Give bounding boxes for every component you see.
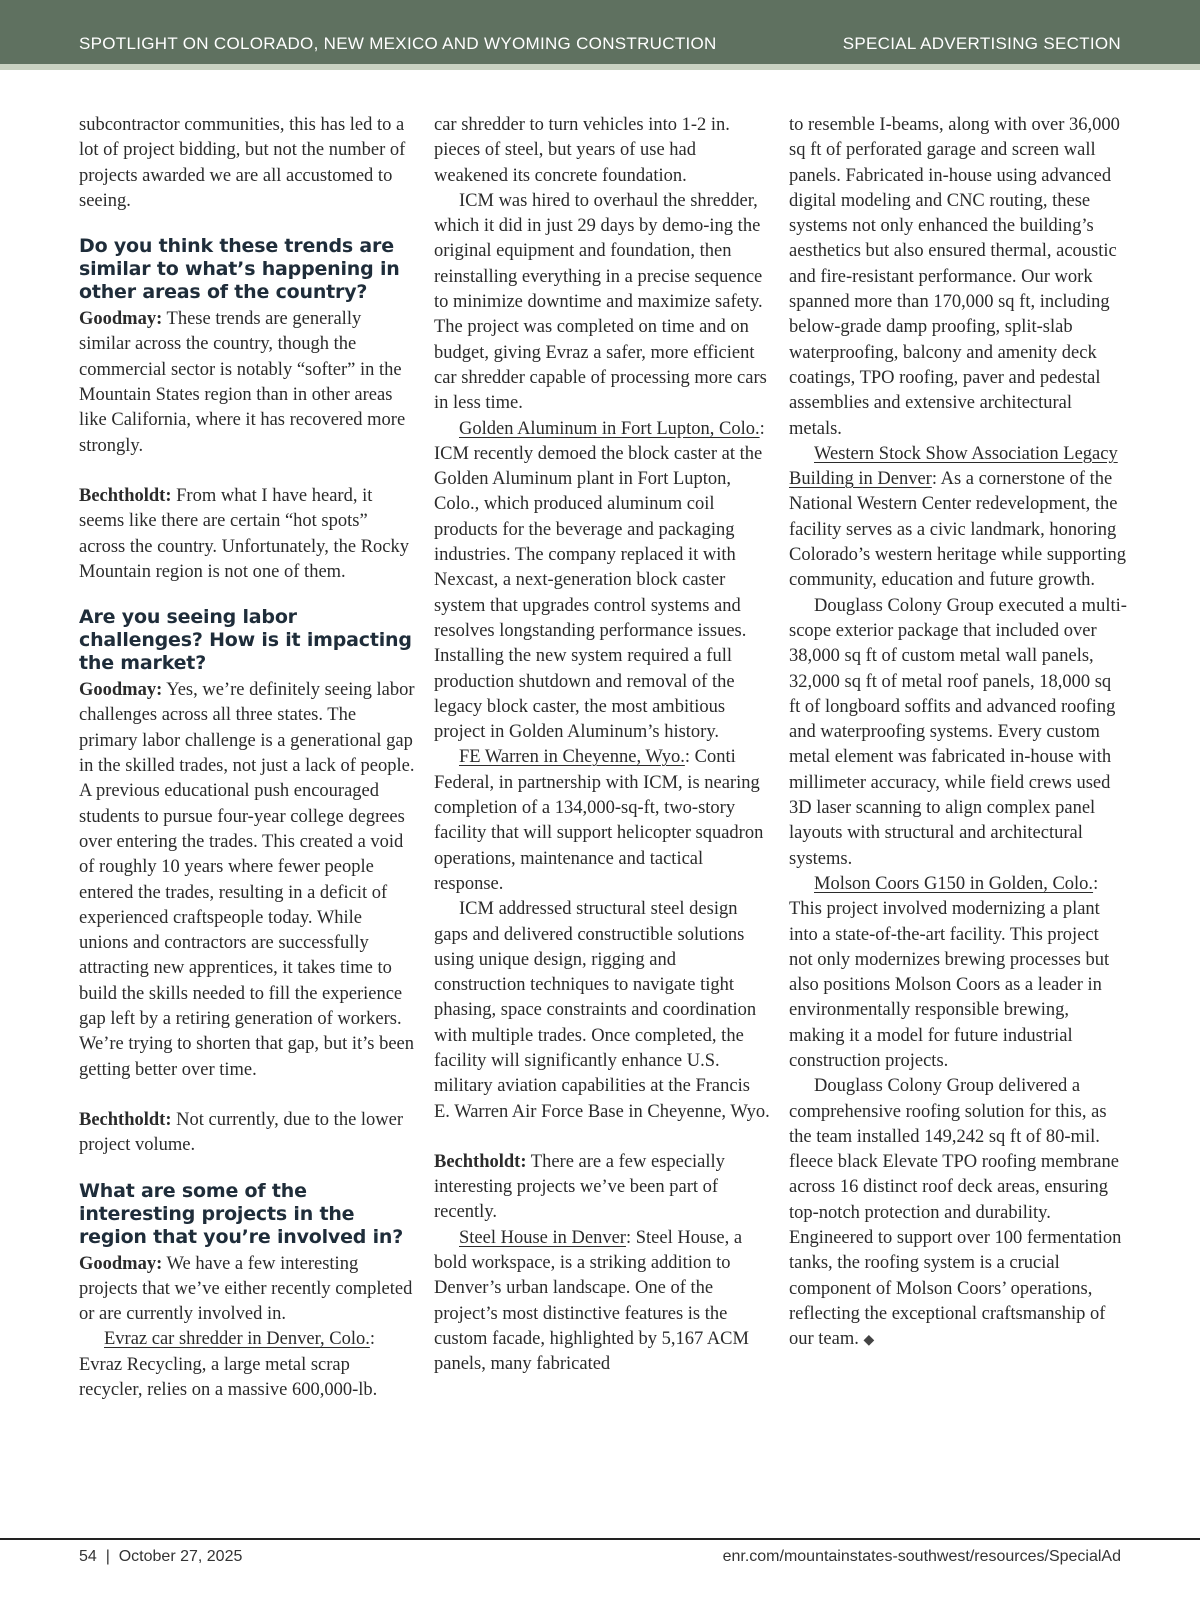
footer-separator: |	[105, 1548, 110, 1565]
speaker-label: Bechtholdt:	[434, 1151, 527, 1172]
project-title: Golden Aluminum in Fort Lupton, Colo.	[459, 418, 760, 439]
project-text: : ICM recently demoed the block caster at the Golden Aluminum plant in Fort Lupton, Colo., which produced aluminum coil products for the beverage and packaging industries. The company replaced it with Nexcast, a next-generation block caster system that upgrades control systems and resolves longstanding performance issues. Installing the new system required a full production shutdown and removal of the legacy block caster, the most ambitious project in Golden Aluminum’s history.	[434, 418, 765, 743]
paragraph	[434, 417, 770, 746]
paragraph: subcontractor communities, this has led to a lot of project bidding, but not the number of projects awarded we are all accustomed to seeing.	[79, 115, 406, 211]
project-title: FE Warren in Cheyenne, Wyo.	[459, 747, 685, 768]
paragraph	[434, 745, 770, 897]
paragraph	[79, 307, 415, 459]
speaker-label: Goodmay:	[79, 309, 163, 330]
answer-text: We have a few interesting projects that we’ve either recently completed or are currently involved in.	[79, 1253, 413, 1325]
paragraph: ICM addressed structural steel design gaps and delivered constructible solutions using unique design, rigging and construction techniques to navigate tight phasing, space constraints and coordination with multiple trades. Once completed, the facility will significantly enhance U.S. military aviation capabilities at the Francis E. Warren Air Force Base in Cheyenne, Wyo.	[434, 899, 770, 1122]
article-column-3	[789, 113, 1127, 1354]
answer-text: Not currently, due to the lower project volume.	[79, 1109, 404, 1156]
issue-date: October 27, 2025	[118, 1548, 243, 1565]
question-heading: What are some of the interesting projects in the region that you’re involved in?	[79, 1179, 404, 1248]
project-text: : Conti Federal, in partnership with ICM, is nearing completion of a 134,000-sq-ft, two-story facility that will support helicopter squadron operations, maintenance and tactical response.	[434, 747, 764, 894]
speaker-label: Goodmay:	[79, 1253, 163, 1274]
project-title: Western Stock Show Association Legacy Building in Denver	[789, 443, 1118, 490]
end-mark-icon: ◆	[863, 1333, 875, 1349]
footer-page-info	[79, 1548, 242, 1566]
answer-text: There are a few especially interesting projects we’ve been part of recently.	[434, 1151, 725, 1223]
header-divider	[0, 64, 1200, 70]
footer-divider	[0, 1538, 1200, 1540]
speaker-label: Bechtholdt:	[79, 485, 172, 506]
section-header-bar	[0, 0, 1200, 64]
project-text: Douglass Colony Group delivered a comprehensive roofing solution for this, as the team installed 149,242 sq ft of 80-mil. fleece black Elevate TPO roofing membrane across 16 distinct roof deck areas, ensuring top-notch protection and durability. Engineered to support over 100 fermentation tanks, the roofing system is a crucial component of Molson Coors’ operations, reflecting the exceptional craftsmanship of our team.	[789, 1076, 1122, 1350]
paragraph: to resemble I-beams, along with over 36,000 sq ft of perforated garage and screen wall panels. Fabricated in-house using advanced digital modeling and CNC routing, these systems not only enhanced the building’s aesthetics but also ensured thermal, acoustic and fire-resistant performance. Our work spanned more than 170,000 sq ft, including below-grade damp proofing, split-slab waterproofing, balcony and amenity deck coatings, TPO roofing, paver and pedestal assemblies and extensive architectural metals.	[789, 115, 1120, 439]
paragraph	[434, 1150, 770, 1226]
question-heading: Are you seeing labor challenges? How is it impacting the market?	[79, 606, 412, 675]
project-title: Evraz car shredder in Denver, Colo.	[104, 1329, 370, 1350]
answer-text: These trends are generally similar across the country, though the commercial sector is notably “softer” in the Mountain States region than in other areas like California, where it has recovered more strongly.	[79, 309, 406, 456]
project-title: Steel House in Denver	[459, 1227, 626, 1248]
paragraph	[79, 678, 415, 1083]
speaker-label: Bechtholdt:	[79, 1109, 172, 1130]
project-text: : Evraz Recycling, a large metal scrap recycler, relies on a massive 600,000-lb.	[79, 1329, 378, 1400]
project-title: Molson Coors G150 in Golden, Colo.	[814, 873, 1094, 894]
answer-text: From what I have heard, it seems like there are certain “hot spots” across the country. Unfortunately, the Rocky Mountain region is not one of them.	[79, 485, 409, 582]
paragraph	[79, 484, 415, 585]
paragraph	[789, 442, 1127, 594]
paragraph: Douglass Colony Group executed a multi-scope exterior package that included over 38,000 sq ft of custom metal wall panels, 32,000 sq ft of metal roof panels, 18,000 sq ft of longboard soffits and advanced roofing and waterproofing systems. Every custom metal element was fabricated in-house with millimeter accuracy, while field crews used 3D laser scanning to align complex panel layouts with structural and architectural systems.	[789, 595, 1127, 869]
project-text: : Steel House, a bold workspace, is a striking addition to Denver’s urban landscape. One of the project’s most distinctive features is the custom facade, highlighted by 5,167 ACM panels, many fabricated	[434, 1227, 749, 1375]
paragraph	[79, 1108, 415, 1159]
header-advertising-label: SPECIAL ADVERTISING SECTION	[842, 34, 1121, 53]
project-text: : As a cornerstone of the National Western Center redevelopment, the facility serves as a civic landmark, honoring Colorado’s western heritage while supporting community, education and future growth.	[789, 469, 1127, 591]
article-column-2	[434, 113, 770, 1378]
speaker-label: Goodmay:	[79, 680, 163, 701]
header-section-title: SPOTLIGHT ON COLORADO, NEW MEXICO AND WYOMING CONSTRUCTION	[79, 34, 717, 53]
paragraph	[789, 1074, 1127, 1353]
article-column-1	[79, 113, 415, 1403]
page-number: 54	[79, 1548, 97, 1565]
paragraph: ICM was hired to overhaul the shredder, which it did in just 29 days by demo-ing the original equipment and foundation, then reinstalling everything in a precise sequence to minimize downtime and maximize safety. The project was completed on time and on budget, giving Evraz a safer, more efficient car shredder capable of processing more cars in less time.	[434, 190, 767, 414]
paragraph	[79, 1327, 415, 1403]
paragraph	[789, 872, 1127, 1074]
paragraph	[434, 1226, 770, 1378]
paragraph: car shredder to turn vehicles into 1-2 in. pieces of steel, but years of use had weakened its concrete foundation.	[434, 115, 730, 186]
answer-text: Yes, we’re definitely seeing labor challenges across all three states. The primary labor challenge is a generational gap in the skilled trades, not just a lack of people. A previous educational push encouraged students to pursue four-year college degrees over entering the trades. This created a void of roughly 10 years where fewer people entered the trades, resulting in a deficit of experienced craftspeople today. While unions and contractors are successfully attracting new apprentices, it takes time to build the skills needed to fill the experience gap left by a retiring generation of workers. We’re trying to shorten that gap, but it’s been getting better over time.	[79, 680, 415, 1080]
footer-url: enr.com/mountainstates-southwest/resources/SpecialAd	[722, 1548, 1121, 1565]
project-text: : This project involved modernizing a plant into a state-of-the-art facility. This project not only modernizes brewing processes but also positions Molson Coors as a leader in environmentally responsible brewing, making it a model for future industrial construction projects.	[789, 873, 1110, 1071]
paragraph	[79, 1252, 415, 1328]
question-heading: Do you think these trends are similar to what’s happening in other areas of the country?	[79, 235, 400, 304]
